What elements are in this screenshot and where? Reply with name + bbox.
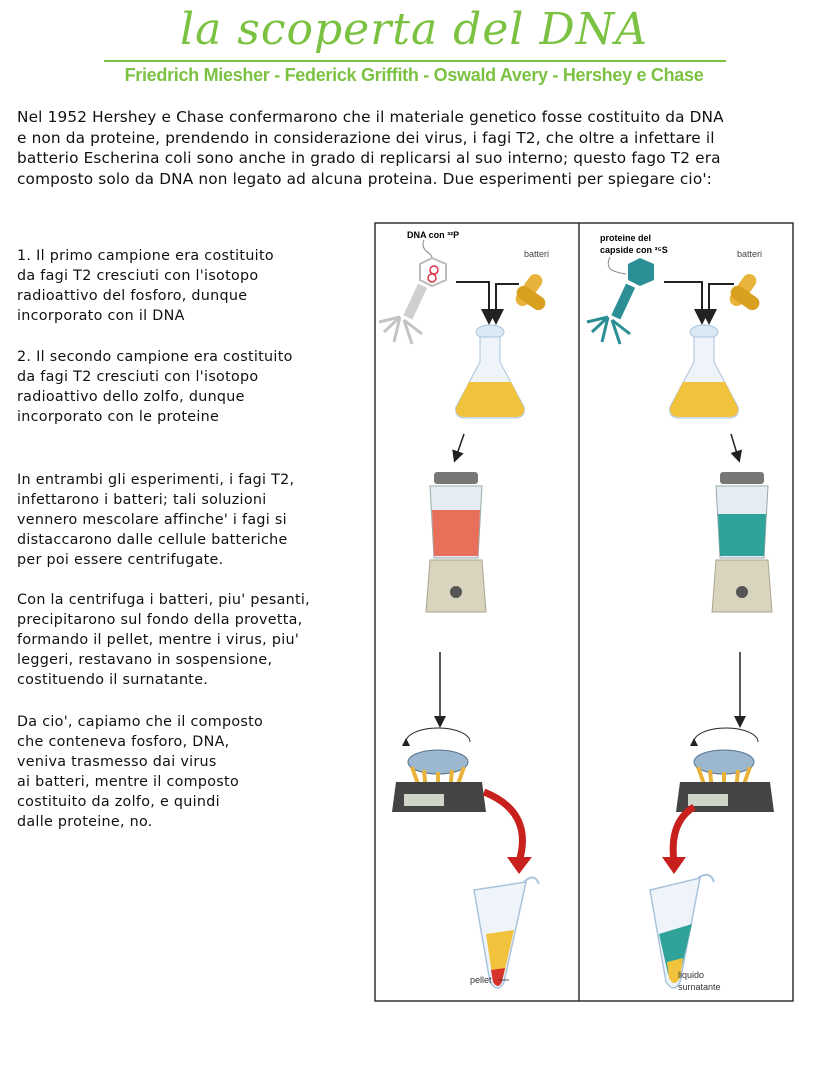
text-line: precipitarono sul fondo della provetta, xyxy=(17,612,303,628)
label-bacteria-right: batteri xyxy=(737,249,763,259)
text-line: che conteneva fosforo, DNA, xyxy=(17,734,230,750)
label-liquid-line2: surnatante xyxy=(678,982,721,992)
text-line: radioattivo del fosforo, dunque xyxy=(17,288,248,304)
text-line: distaccarono dalle cellule batteriche xyxy=(17,532,288,548)
text-line: infettarono i batteri; tali soluzioni xyxy=(17,492,267,508)
text-line: radioattivo dello zolfo, dunque xyxy=(17,389,245,405)
text-line: Da cio', capiamo che il composto xyxy=(17,714,264,730)
paragraph-centrifuge xyxy=(17,590,310,690)
text-line: formando il pellet, mentre i virus, piu' xyxy=(17,632,300,648)
paragraph-first-sample xyxy=(17,246,274,326)
label-bacteria-left: batteri xyxy=(524,249,550,259)
intro-line: e non da proteine, prendendo in considerazione dei virus, i fagi T2, che oltre a infettare il xyxy=(17,128,715,147)
text-line: da fagi T2 cresciuti con l'isotopo xyxy=(17,369,259,385)
text-line: 1. Il primo campione era costituito xyxy=(17,248,274,264)
text-line: leggeri, restavano in sospensione, xyxy=(17,652,273,668)
text-line: veniva trasmesso dai virus xyxy=(17,754,217,770)
blender-liquid-left xyxy=(432,510,480,556)
blender-icon xyxy=(712,472,772,612)
text-line: ai batteri, mentre il composto xyxy=(17,774,240,790)
text-line: Con la centrifuga i batteri, piu' pesanti, xyxy=(17,592,311,608)
text-line: 2. Il secondo campione era costituito xyxy=(17,349,293,365)
text-line: incorporato con le proteine xyxy=(17,409,220,425)
intro-line: batterio Escherina coli sono anche in grado di replicarsi al suo interno; questo fago T2 era xyxy=(17,149,721,167)
text-line: costituendo il surnatante. xyxy=(17,672,209,688)
hershey-chase-figure xyxy=(374,222,794,1002)
page-title: la scoperta del DNA xyxy=(180,4,648,55)
title-divider xyxy=(104,60,726,62)
text-line: costituito da zolfo, e quindi xyxy=(17,794,220,810)
blender-icon xyxy=(426,472,486,612)
text-line: dalle proteine, no. xyxy=(17,814,153,830)
text-line: da fagi T2 cresciuti con l'isotopo xyxy=(17,268,259,284)
label-capsid-proteins-line1: proteine del xyxy=(600,233,652,243)
text-line: In entrambi gli esperimenti, i fagi T2, xyxy=(17,472,295,488)
paragraph-second-sample xyxy=(17,347,293,427)
intro-paragraph xyxy=(17,107,817,189)
paragraph-conclusion xyxy=(17,712,263,832)
label-pellet: pellet xyxy=(470,975,492,985)
blender-liquid-right xyxy=(718,514,766,556)
label-capsid-proteins-line2: capside con ³⁵S xyxy=(600,245,668,255)
text-line: incorporato con il DNA xyxy=(17,308,185,324)
text-line: vennero mescolare affinche' i fagi si xyxy=(17,512,287,528)
label-liquid-line1: liquido xyxy=(678,970,705,980)
text-line: per poi essere centrifugate. xyxy=(17,552,224,568)
paragraph-blending xyxy=(17,470,294,570)
page-subtitle: Friedrich Miesher - Federick Griffith - Oswald Avery - Hershey e Chase xyxy=(124,65,704,85)
intro-line: composto solo da DNA non legato ad alcuna proteina. Due esperimenti per spiegare cio': xyxy=(17,169,712,188)
label-dna-32p: DNA con ³²P xyxy=(407,230,460,240)
intro-line: Nel 1952 Hershey e Chase confermarono che il materiale genetico fosse costituito da DNA xyxy=(17,108,724,126)
